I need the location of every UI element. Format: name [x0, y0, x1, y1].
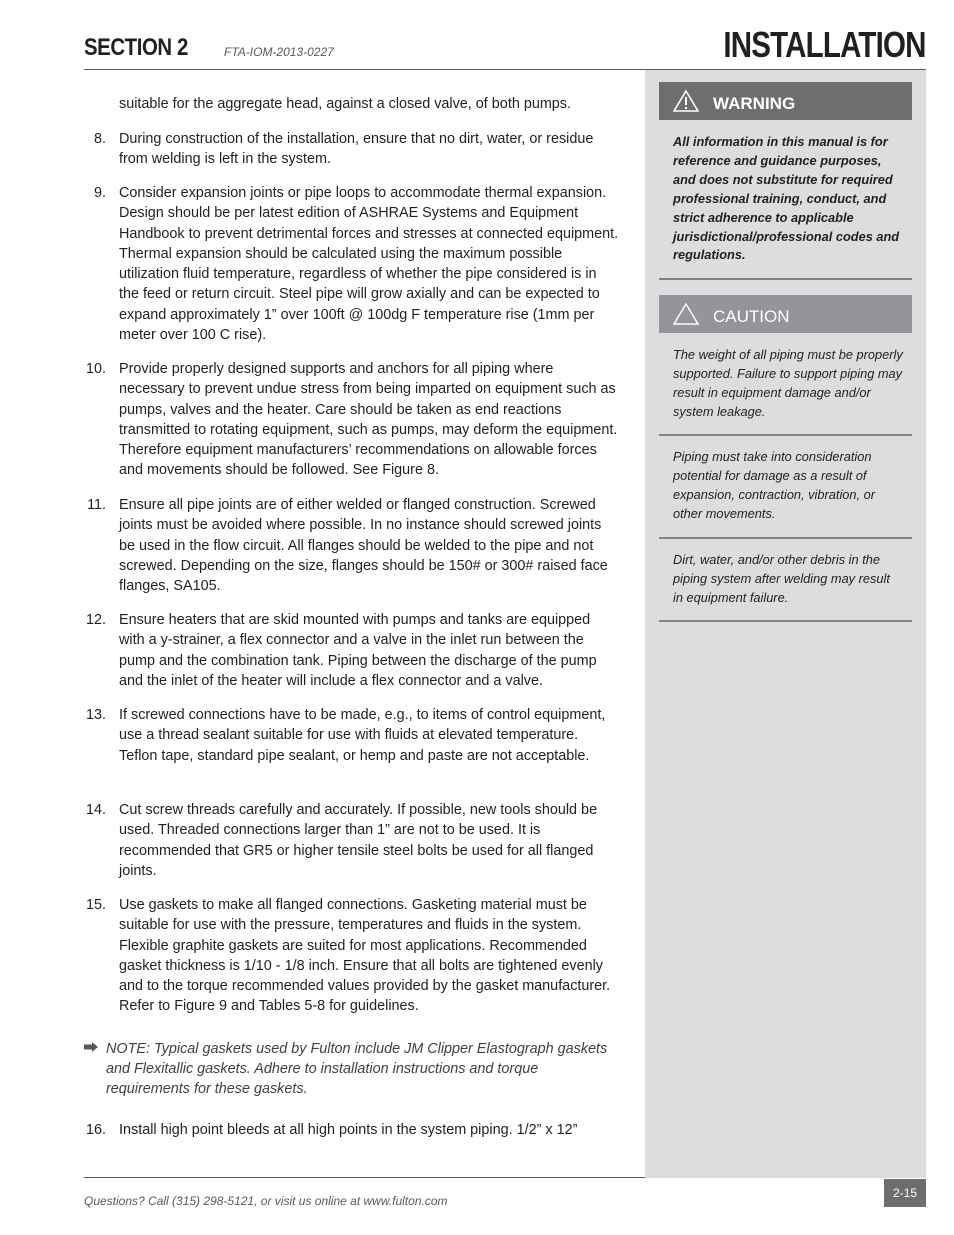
caution-triangle-icon	[673, 303, 699, 325]
list-item	[84, 895, 619, 1017]
list-text: If screwed connections have to be made, e.g., to items of control equipment, use a thread sealant suitable for use with fluids at elevated temperature. Teflon tape, standard pipe sealant, or hemp and paste are not acceptable.	[119, 707, 606, 764]
caution-header	[659, 295, 912, 333]
list-text: Use gaskets to make all flanged connections. Gasketing material must be suitable for use with the pressure, temperatures and fluids in the system. Flexible graphite gaskets are suited for most applications. Recommended gasket thickness is 1/10 - 1/8 inch. Ensure that all bolts are tightened evenly and to the torque recommended values provided by the gasket manufacturer. Refer to Figure 9 and Tables 5-8 for guidelines.	[119, 897, 611, 1015]
page-number: 2-15	[884, 1179, 926, 1207]
note-block	[84, 1039, 624, 1100]
list-text: suitable for the aggregate head, against a closed valve, of both pumps.	[119, 96, 572, 112]
document-code: FTA-IOM-2013-0227	[224, 45, 334, 59]
list-item	[84, 705, 619, 766]
footer-divider	[84, 1177, 645, 1178]
page-title: INSTALLATION	[723, 24, 926, 65]
sidebar-divider	[659, 434, 912, 436]
list-number: 16.	[85, 1122, 106, 1138]
list-item	[84, 183, 619, 345]
list-number: 14.	[85, 802, 106, 818]
section-header	[84, 34, 206, 62]
list-text: Install high point bleeds at all high points in the system piping. 1/2” x 12”	[119, 1122, 578, 1138]
section-label: SECTION 2	[84, 34, 188, 61]
list-item	[84, 495, 619, 596]
list-text: Cut screw threads carefully and accurately. If possible, new tools should be used. Threaded connections larger than 1” are not to be used. It is recommended that GR5 or higher tensile steel bolts be used for all flanged joints.	[119, 802, 598, 879]
list-item	[84, 1120, 619, 1140]
warning-triangle-icon	[673, 90, 699, 112]
list-item	[84, 94, 619, 114]
warning-label: WARNING	[713, 94, 796, 113]
list-text: During construction of the installation, ensure that no dirt, water, or residue from welding is left in the system.	[119, 131, 594, 168]
warning-text: All information in this manual is for reference and guidance purposes, and does not substitute for required professional training, conduct, and strict adherence to applicable jurisdictional/professional codes and regulations.	[673, 134, 900, 263]
list-number: 11.	[87, 497, 106, 513]
caution-text-3: Dirt, water, and/or other debris in the piping system after welding may result in equipment failure.	[673, 552, 890, 605]
list-number: 12.	[85, 612, 106, 628]
list-number: 13.	[85, 707, 106, 723]
note-text: NOTE: Typical gaskets used by Fulton include JM Clipper Elastograph gaskets and Flexitallic gaskets. Adhere to installation instructions and torque requirements for these gaskets.	[106, 1041, 608, 1098]
list-text: Ensure all pipe joints are of either welded or flanged construction. Screwed joints must be avoided where possible. In no instance should screwed joints be used in the flow circuit. All flanges should be welded to the pipe and not screwed. Depending on the size, flanges should be 150# or 300# raised face flanges, SA105.	[119, 497, 608, 595]
caution-text-1: The weight of all piping must be properly supported. Failure to support piping may result in equipment damage and/or system leakage.	[673, 347, 903, 419]
sidebar-divider	[659, 620, 912, 622]
list-number: 8.	[93, 131, 106, 147]
list-item	[84, 800, 619, 881]
caution-label: CAUTION	[713, 307, 790, 326]
list-item	[84, 359, 619, 481]
caution-text-2: Piping must take into consideration potential for damage as a result of expansion, contraction, vibration, or other movements.	[673, 449, 876, 521]
list-text: Provide properly designed supports and anchors for all piping where necessary to prevent undue stress from being imparted on equipment such as pumps, valves and the heater. Care should be taken as end reactions transmitted to rotating equipment, such as pumps, may deform the equipment. Therefore equipment manufacturers’ recommendations on allowable forces and movements should be followed. See Figure 8.	[119, 361, 618, 479]
sidebar-divider	[659, 278, 912, 280]
list-number: 10.	[85, 361, 106, 377]
sidebar-divider	[659, 537, 912, 539]
list-text: Consider expansion joints or pipe loops to accommodate thermal expansion. Design should be per latest edition of ASHRAE Systems and Equipment Handbook to prevent detrimental forces and stresses at connected equipment. Thermal expansion should be calculated using the maximum possible utilization fluid temperature, regardless of whether the pipe considered is in the feed or return circuit. Steel pipe will grow axially and can be expected to expand approximately 1” over 100ft @ 100dg F temperature rise (1mm per meter over 100 C rise).	[119, 185, 619, 344]
arrow-right-icon	[84, 1042, 98, 1052]
warning-header	[659, 82, 912, 120]
list-item	[84, 610, 619, 691]
list-text: Ensure heaters that are skid mounted with pumps and tanks are equipped with a y-strainer, a flex connector and a valve in the inlet run between the pump and the combination tank. Piping between the discharge of the pump and the inlet of the heater will include a flex connector and a valve.	[119, 612, 597, 689]
footer-contact: Questions? Call (315) 298-5121, or visit us online at www.fulton.com	[84, 1194, 448, 1208]
list-number: 9.	[93, 185, 106, 201]
list-number: 15.	[85, 897, 106, 913]
list-item	[84, 129, 619, 170]
